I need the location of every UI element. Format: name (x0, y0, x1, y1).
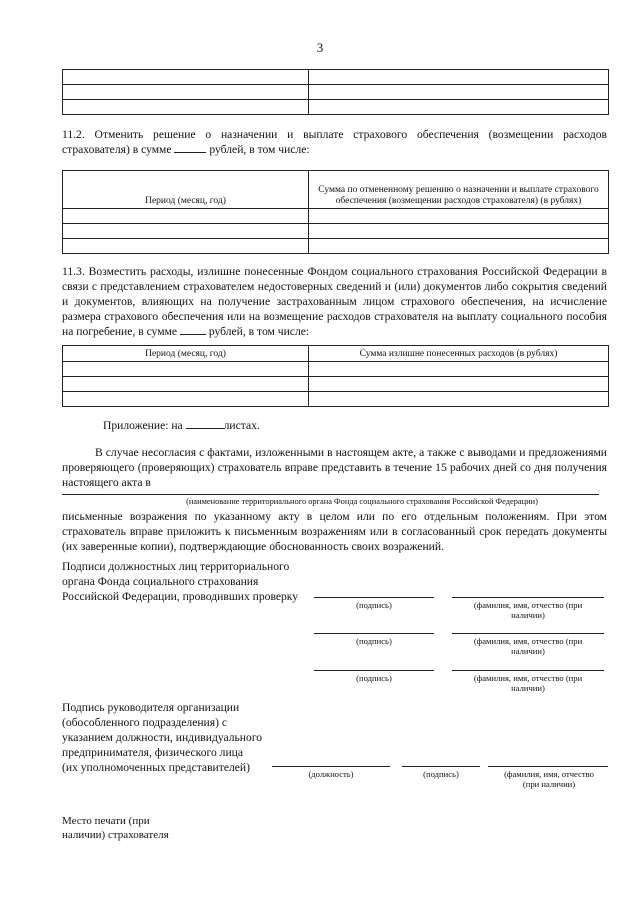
table-cell[interactable] (63, 85, 309, 100)
table-cell[interactable] (63, 70, 309, 85)
table-cell[interactable] (309, 70, 609, 85)
head-position-line[interactable] (272, 766, 390, 767)
head-position-caption: (должность) (308, 769, 354, 779)
disagreement-text (62, 445, 607, 490)
table-cell[interactable] (309, 239, 609, 254)
table-row (63, 209, 609, 224)
official-2-signature-line[interactable] (314, 633, 434, 634)
table-row (63, 100, 609, 115)
amount-blank-11-3[interactable] (180, 324, 206, 335)
head-label-5: (их уполномоченных представителей) (62, 761, 250, 774)
col-header-period: Период (месяц, год) (63, 346, 309, 362)
official-1-sign-caption: (подпись) (356, 600, 392, 610)
seal-label-1: Место печати (при (62, 815, 150, 827)
col-header-sum: Сумма излишне понесенных расходов (в рублях) (309, 346, 609, 362)
table-cell[interactable] (63, 377, 309, 392)
section-11-2-tail: рублей, в том числе: (209, 143, 310, 156)
official-3-sign-caption: (подпись) (356, 673, 392, 683)
seal-label-2: наличии) страхователя (62, 829, 169, 841)
table-row (63, 85, 609, 100)
page-number: 3 (316, 40, 324, 55)
head-label-2: (обособленного подразделения) с (62, 716, 227, 729)
head-name-line[interactable] (488, 766, 608, 767)
table-cell[interactable] (309, 85, 609, 100)
attachment-line (103, 418, 260, 433)
table-11-2 (62, 170, 609, 254)
official-3-name-caption-2: наличии) (511, 683, 545, 693)
table-cell[interactable] (309, 209, 609, 224)
table-cell[interactable] (63, 209, 309, 224)
disagreement-body: В случае несогласия с фактами, изложенными в настоящем акте, а также с выводами и предложениями проверяющего (проверяющих) страхователь вправе представить в течение 15 рабочих дней со дня получения настоящего акта в (62, 446, 607, 489)
amount-blank-11-2[interactable] (174, 142, 206, 153)
table-header-row (63, 171, 609, 209)
sheets-count-blank[interactable] (186, 418, 224, 429)
official-3-name-line[interactable] (452, 670, 604, 671)
official-3-signature-line[interactable] (314, 670, 434, 671)
table-cell[interactable] (309, 100, 609, 115)
official-1-name-line[interactable] (452, 597, 604, 598)
col-header-period: Период (месяц, год) (63, 171, 309, 209)
head-name-caption-1: (фамилия, имя, отчество (504, 769, 594, 779)
section-11-2-body: 11.2. Отменить решение о назначении и выплате страхового обеспечения (возмещении расходов страхователя) в сумме (62, 128, 607, 156)
table-cell[interactable] (63, 224, 309, 239)
table-row (63, 362, 609, 377)
table-cell[interactable] (309, 224, 609, 239)
table-row (63, 239, 609, 254)
table-cell[interactable] (63, 392, 309, 407)
attachment-suffix: листах. (223, 419, 260, 432)
official-2-name-caption-1: (фамилия, имя, отчество (при (473, 636, 583, 646)
table-cell[interactable] (63, 362, 309, 377)
official-1-name-caption-2: наличии) (511, 610, 545, 620)
head-label-3: указанием должности, индивидуального (62, 731, 263, 744)
head-label-1: Подпись руководителя организации (62, 701, 240, 714)
table-cell[interactable] (63, 100, 309, 115)
official-2-name-caption-2: наличии) (511, 646, 545, 656)
official-1-name-caption-1: (фамилия, имя, отчество (при (473, 600, 583, 610)
col-header-sum: Сумма по отмененному решению о назначении и выплате страхового обеспечения (возмещении расходов страхователя) (в рублях) (309, 171, 609, 209)
head-signature-line[interactable] (402, 766, 480, 767)
officials-label-3: Российской Федерации, проводивших проверку (62, 590, 299, 603)
table-header-row (63, 346, 609, 362)
table-row (63, 224, 609, 239)
section-11-3-body: 11.3. Возместить расходы, излишне понесенные Фондом социального страхования Российской Федерации в связи с представлением страхователем недостоверных сведений и (или) документов либо сокрытия сведений и документов, влияющих на получение застрахованным лицом страхового обеспечения, на исчисление размера страхового обеспечения или на возмещение расходов страхователя на выплату социального пособия на погребение, в сумме (62, 265, 607, 338)
table-cell[interactable] (309, 392, 609, 407)
table-row (63, 392, 609, 407)
attachment-prefix: Приложение: на (103, 419, 183, 432)
organ-name-caption: (наименование территориального органа Фонда социального страхования Российской Федерации) (186, 497, 538, 506)
head-sign-caption: (подпись) (423, 769, 459, 779)
section-11-2-text (62, 127, 607, 157)
table-row (63, 70, 609, 85)
continuation-table (62, 69, 609, 115)
table-row (63, 377, 609, 392)
disagreement-text-2 (62, 509, 607, 554)
head-name-caption-2: (при наличии) (522, 779, 576, 789)
table-cell[interactable] (309, 377, 609, 392)
section-11-3-text (62, 264, 607, 339)
disagreement-body-2: письменные возражения по указанному акту в целом или по его отдельным положениям. При этом страхователь вправе приложить к письменным возражениям или в согласованный срок передать документы (их заверенные копии), подтверждающие обоснованность своих возражений. (62, 510, 607, 553)
official-1-signature-line[interactable] (314, 597, 434, 598)
official-2-sign-caption: (подпись) (356, 636, 392, 646)
table-11-3 (62, 345, 609, 407)
official-3-name-caption-1: (фамилия, имя, отчество (при (473, 673, 583, 683)
table-cell[interactable] (63, 239, 309, 254)
organ-name-line[interactable] (62, 494, 599, 495)
officials-label-2: органа Фонда социального страхования (62, 575, 259, 588)
section-11-3-tail: рублей, в том числе: (208, 325, 310, 338)
table-cell[interactable] (309, 362, 609, 377)
head-label-4: предпринимателя, физического лица (62, 746, 243, 759)
officials-label-1: Подписи должностных лиц территориального (62, 560, 290, 573)
official-2-name-line[interactable] (452, 633, 604, 634)
